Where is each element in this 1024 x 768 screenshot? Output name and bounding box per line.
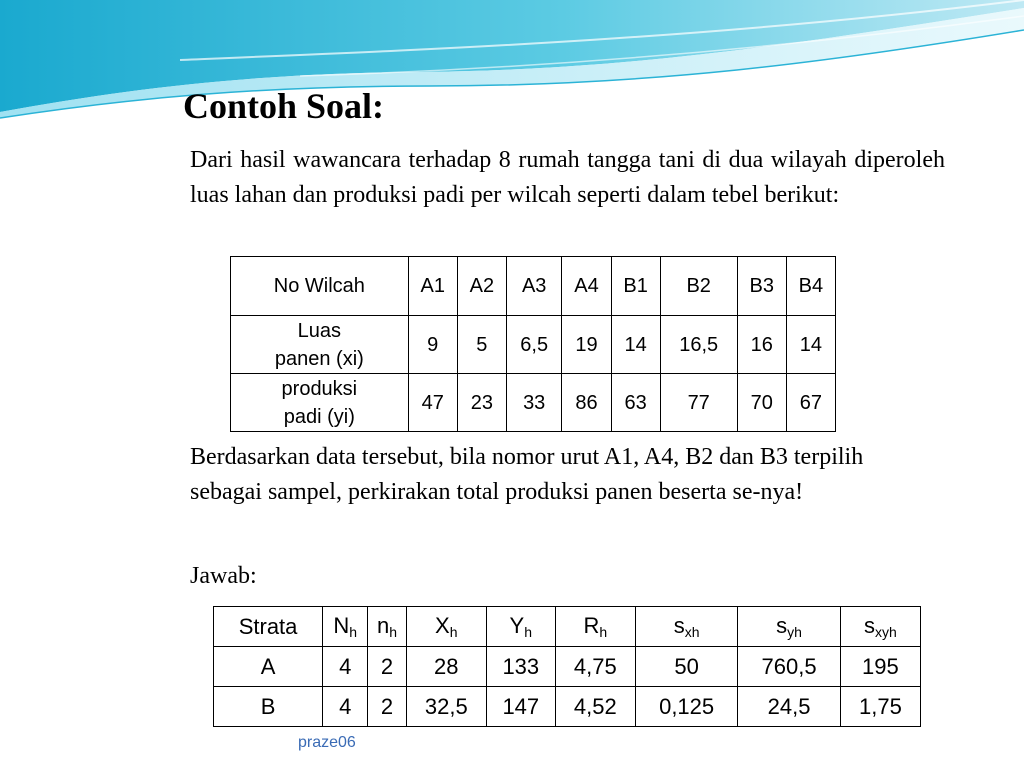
header-subscript: yh — [787, 624, 802, 640]
row-label-line: panen (xi) — [274, 347, 364, 370]
table-header-cell — [368, 607, 406, 647]
table-cell: 14 — [786, 316, 835, 374]
table-cell: 32,5 — [406, 687, 486, 727]
header-subscript: h — [389, 624, 397, 640]
table-row — [231, 316, 836, 374]
question-paragraph: Berdasarkan data tersebut, bila nomor urut A1, A4, B2 dan B3 terpilih sebagai sampel, perkirakan total produksi panen beserta se-nya! — [190, 444, 864, 505]
table-header-cell: B1 — [611, 257, 660, 316]
table-cell: 16,5 — [660, 316, 737, 374]
header-text: s — [776, 613, 788, 638]
table-header-cell — [635, 607, 737, 647]
row-label-line: padi (yi) — [283, 405, 355, 428]
table-header-cell: A3 — [506, 257, 562, 316]
header-text: s — [673, 613, 685, 638]
table-cell: 1,75 — [840, 687, 920, 727]
table-header-cell — [555, 607, 635, 647]
header-subscript: xh — [684, 624, 700, 640]
table-header-cell: A2 — [457, 257, 506, 316]
table-cell: 6,5 — [506, 316, 562, 374]
table-cell: 9 — [408, 316, 457, 374]
row-label-luas — [231, 316, 409, 374]
table-cell: 77 — [660, 374, 737, 432]
table-header-cell: A1 — [408, 257, 457, 316]
data-table — [230, 256, 836, 432]
header-subscript: h — [449, 624, 458, 640]
header-text: N — [333, 613, 350, 638]
table-cell: 70 — [737, 374, 786, 432]
table-cell: 33 — [506, 374, 562, 432]
table-cell: 0,125 — [635, 687, 737, 727]
table-cell: 23 — [457, 374, 506, 432]
row-label-produksi — [231, 374, 409, 432]
table-cell: 133 — [486, 647, 555, 687]
header-subscript: xyh — [875, 624, 897, 640]
slide-title: Contoh Soal: — [183, 86, 385, 126]
table-cell: 4,75 — [555, 647, 635, 687]
table-header-cell — [406, 607, 486, 647]
table-row — [214, 687, 921, 727]
table-cell: B — [214, 687, 323, 727]
table-header-cell: B4 — [786, 257, 835, 316]
header-text: Y — [509, 613, 525, 638]
header-text: s — [864, 613, 875, 638]
table-header-cell — [840, 607, 920, 647]
header-text: R — [583, 613, 600, 638]
header-text: X — [435, 613, 450, 638]
table-cell: 63 — [611, 374, 660, 432]
table-cell: 24,5 — [738, 687, 840, 727]
header-subscript: h — [349, 624, 358, 640]
table-header-cell: No Wilcah — [231, 257, 409, 316]
table-header-cell: A4 — [562, 257, 611, 316]
table-cell: 67 — [786, 374, 835, 432]
table-header-cell — [323, 607, 368, 647]
header-subscript: h — [599, 624, 608, 640]
intro-paragraph: Dari hasil wawancara terhadap 8 rumah tangga tani di dua wilayah diperoleh luas lahan dan produksi padi per wilcah seperti dalam tebel berikut: — [190, 147, 945, 208]
table-cell: 4,52 — [555, 687, 635, 727]
table-cell: 16 — [737, 316, 786, 374]
table-cell: 195 — [840, 647, 920, 687]
answer-label: Jawab: — [190, 563, 257, 589]
row-label-line: Luas — [297, 319, 342, 342]
table-header-row — [214, 607, 921, 647]
table-cell: 5 — [457, 316, 506, 374]
table-cell: 19 — [562, 316, 611, 374]
row-label-line: produksi — [281, 377, 358, 400]
table-cell: 86 — [562, 374, 611, 432]
header-text: Strata — [238, 613, 298, 639]
table-cell: 4 — [323, 647, 368, 687]
strata-table — [213, 606, 921, 727]
table-cell: 14 — [611, 316, 660, 374]
table-cell: A — [214, 647, 323, 687]
table-header-cell: B3 — [737, 257, 786, 316]
table-header-cell — [214, 607, 323, 647]
table-cell: 47 — [408, 374, 457, 432]
table-row — [214, 647, 921, 687]
table-header-cell: B2 — [660, 257, 737, 316]
table-row — [231, 374, 836, 432]
table-cell: 2 — [368, 647, 406, 687]
footer-credit: praze06 — [298, 734, 356, 751]
header-text: n — [376, 613, 390, 638]
table-header-cell — [486, 607, 555, 647]
table-header-row — [231, 257, 836, 316]
table-cell: 147 — [486, 687, 555, 727]
table-cell: 28 — [406, 647, 486, 687]
table-cell: 4 — [323, 687, 368, 727]
table-cell: 50 — [635, 647, 737, 687]
header-wave-decoration — [0, 0, 1024, 130]
table-cell: 2 — [368, 687, 406, 727]
header-subscript: h — [524, 624, 533, 640]
table-header-cell — [738, 607, 840, 647]
table-cell: 760,5 — [738, 647, 840, 687]
